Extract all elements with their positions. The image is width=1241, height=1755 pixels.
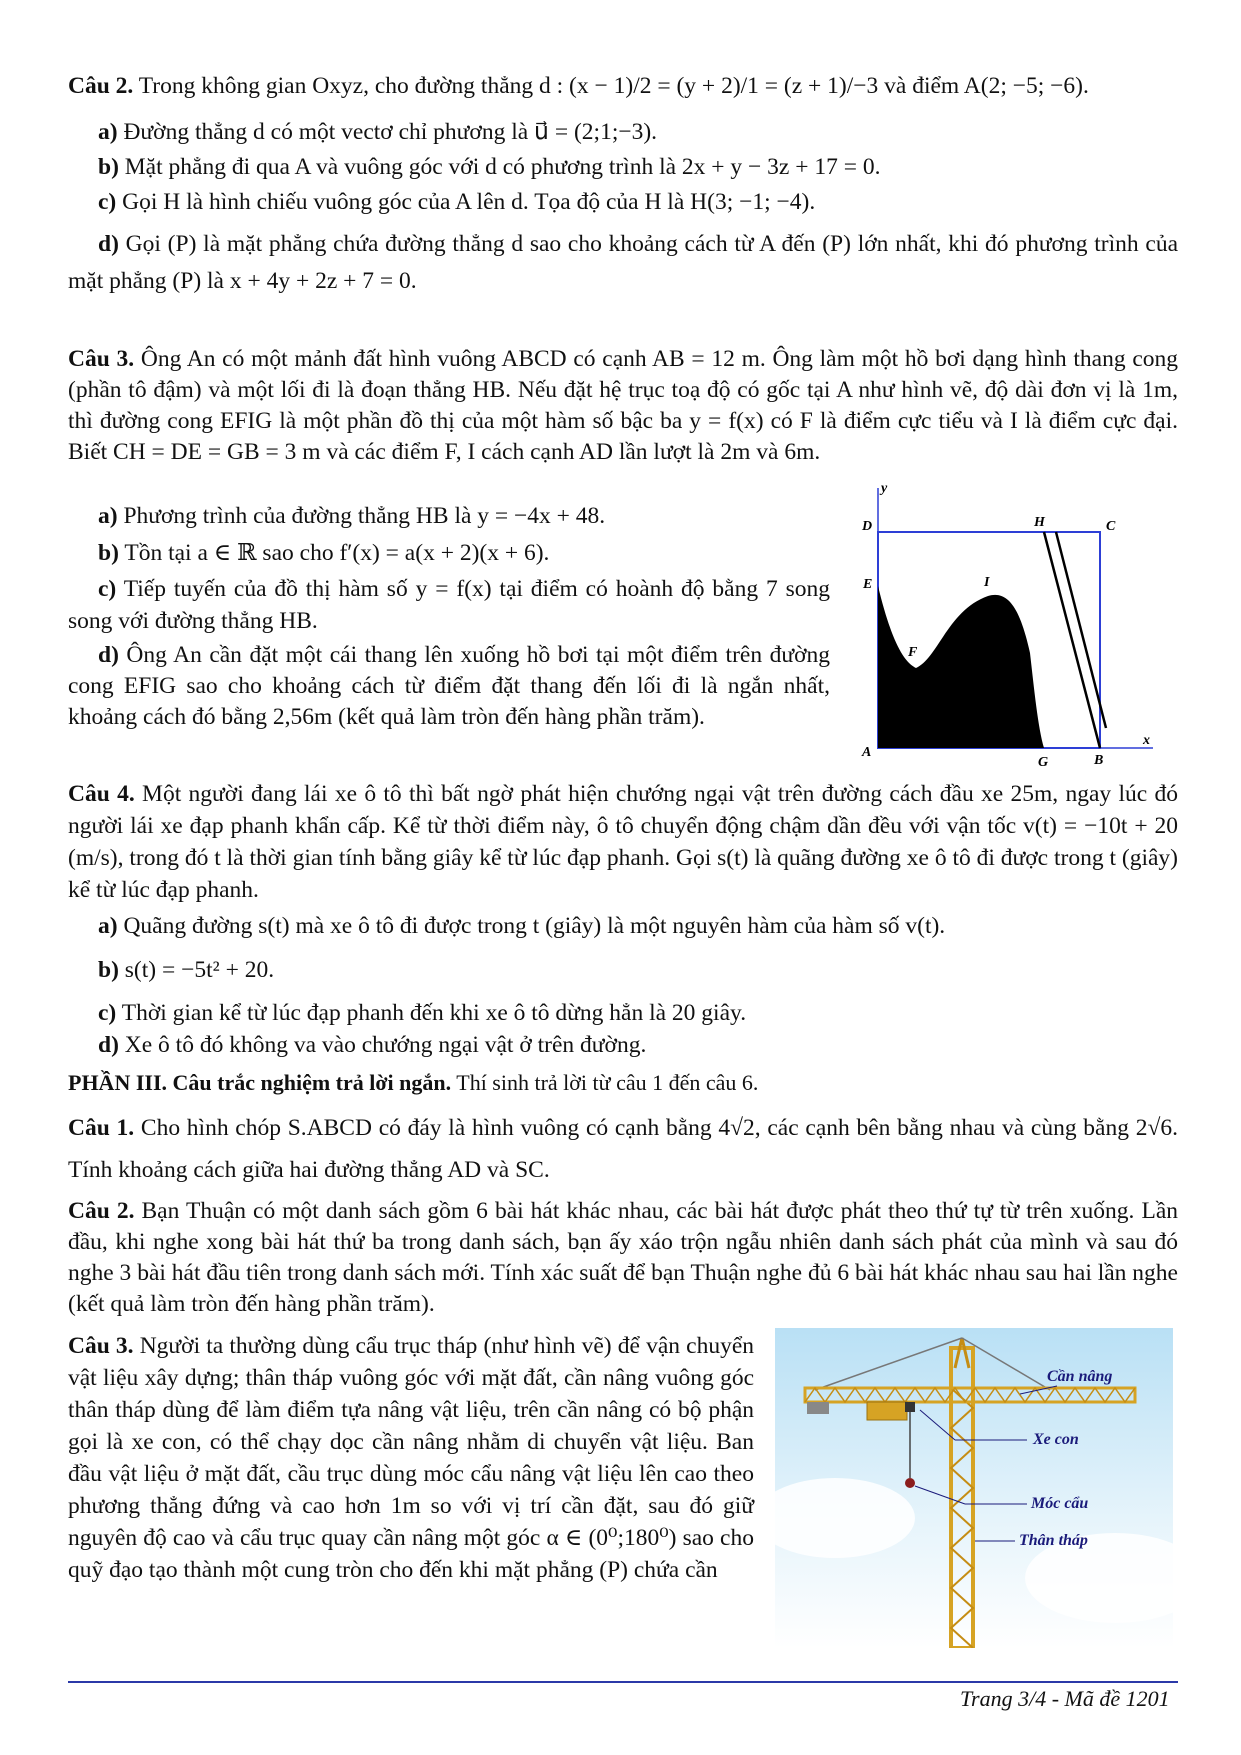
label-d: D	[862, 519, 873, 534]
path-hb-inner	[1056, 532, 1106, 728]
q4-a-label: a)	[98, 913, 118, 939]
counterweight	[807, 1402, 829, 1414]
p3q2-text: Bạn Thuận có một danh sách gồm 6 bài hát khác nhau, các bài hát được phát theo thứ tự từ trên xuống. Lần đầu, khi nghe xong bài hát thứ ba trong danh sách, bạn ấy xáo trộn ngẫu nhiên danh sách phát của mình và sau đó nghe 3 bài hát đầu tiên trong danh sách mới. Tính xác suất để bạn Thuận nghe đủ 6 bài hát khác nhau sau hai lần nghe (kết quả làm tròn đến hàng phần trăm).	[68, 1198, 1178, 1317]
q4-b	[98, 957, 274, 984]
q3-text: Ông An có một mảnh đất hình vuông ABCD có cạnh AB = 12 m. Ông làm một hồ bơi dạng hình thang cong (phần tô đậm) và một lối đi là đoạn thẳng HB. Nếu đặt hệ trục toạ độ có gốc tại A như hình vẽ, độ dài đơn vị là 1m, thì đường cong EFIG là một phần đồ thị của một hàm số bậc ba y = f(x) có F là điểm cực tiểu và I là điểm cực đại. Biết CH = DE = GB = 3 m và các điểm F, I cách cạnh AD lần lượt là 2m và 6m.	[68, 346, 1179, 465]
q3-c-label: c)	[98, 576, 117, 602]
part3-heading	[68, 1070, 758, 1096]
label-e: E	[863, 577, 873, 592]
q3-stem	[68, 344, 1178, 468]
q3-b-label: b)	[98, 540, 119, 566]
q2-d-label: d)	[98, 231, 119, 257]
boom-label: Cần nâng	[1047, 1368, 1113, 1385]
q4-c	[98, 1000, 746, 1027]
q2-d-text: Gọi (P) là mặt phẳng chứa đường thẳng d sao cho khoảng cách từ A đến (P) lớn nhất, khi đó phương trình của mặt phẳng (P) là x + 4y + 2z + 7 = 0.	[68, 231, 1178, 294]
label-x: x	[1143, 733, 1150, 748]
q3-b	[98, 538, 549, 567]
label-g: G	[1038, 755, 1049, 768]
q2-head: Câu 2.	[68, 73, 134, 99]
label-f: F	[908, 645, 918, 660]
q2-c	[98, 189, 815, 216]
q4-stem	[68, 778, 1178, 906]
q2-c-text: Gọi H là hình chiếu vuông góc của A lên d. Tọa độ của H là H(3; −1; −4).	[122, 189, 816, 215]
q3-a-label: a)	[98, 503, 118, 529]
q4-text: Một người đang lái xe ô tô thì bất ngờ phát hiện chướng ngại vật trên đường cách đầu xe 25m, ngay lúc đó người lái xe đạp phanh khẩn cấp. Kể từ thời điểm này, ô tô chuyển động chậm dần đều với vận tốc v(t) = −10t + 20 (m/s), trong đó t là thời gian tính bằng giây kể từ lúc đạp phanh. Gọi s(t) là quãng đường xe ô tô đi được trong t (giây) kể từ lúc đạp phanh.	[68, 781, 1178, 903]
q2-a-label: a)	[98, 119, 118, 145]
label-h: H	[1034, 515, 1045, 530]
label-c: C	[1106, 519, 1116, 534]
q4-b-label: b)	[98, 957, 119, 983]
part3-head: PHẦN III. Câu trắc nghiệm trả lời ngắn.	[68, 1070, 452, 1095]
q2-c-label: c)	[98, 189, 117, 215]
crane-image	[775, 1328, 1173, 1648]
p3q1-head: Câu 1.	[68, 1115, 135, 1141]
q3-a-text: Phương trình của đường thẳng HB là y = −4x + 48.	[123, 503, 606, 529]
q4-c-text: Thời gian kể từ lúc đạp phanh đến khi xe ô tô dừng hẳn là 20 giây.	[121, 1000, 747, 1026]
p3q3	[68, 1330, 754, 1586]
p3q2	[68, 1196, 1178, 1320]
q4-a-text: Quãng đường s(t) mà xe ô tô đi được trong t (giây) là một nguyên hàm của hàm số v(t).	[123, 913, 946, 939]
hook-icon	[905, 1478, 915, 1488]
label-b: B	[1094, 753, 1104, 768]
label-a: A	[862, 745, 872, 760]
q3-c-text: Tiếp tuyến của đồ thị hàm số y = f(x) tại điểm có hoành độ bằng 7 song song với đường thẳng HB.	[68, 576, 830, 634]
p3q1	[68, 1107, 1178, 1191]
part3-text: Thí sinh trả lời từ câu 1 đến câu 6.	[456, 1070, 759, 1095]
p3q2-head: Câu 2.	[68, 1198, 135, 1224]
q2-d	[68, 226, 1178, 300]
q3-d-label: d)	[98, 642, 119, 668]
operator-cab	[867, 1402, 907, 1420]
hook-label: Móc cẩu	[1031, 1495, 1089, 1512]
q4-b-text: s(t) = −5t² + 20.	[124, 957, 275, 983]
q3-a	[98, 503, 605, 530]
q2-b-text: Mặt phẳng đi qua A và vuông góc với d có phương trình là 2x + y − 3z + 17 = 0.	[124, 154, 881, 180]
label-i: I	[984, 575, 990, 590]
trolley-label: Xe con	[1033, 1431, 1079, 1448]
q4-c-label: c)	[98, 1000, 117, 1026]
q3-b-text: Tồn tại a ∈ ℝ sao cho f′(x) = a(x + 2)(x + 6).	[124, 540, 550, 566]
q2-b-label: b)	[98, 154, 119, 180]
p3q1-text: Cho hình chóp S.ABCD có đáy là hình vuông có cạnh bằng 4√2, các cạnh bên bằng nhau và cùng bằng 2√6. Tính khoảng cách giữa hai đường thẳng AD và SC.	[68, 1115, 1178, 1183]
q2-b	[98, 154, 880, 181]
q4-d-label: d)	[98, 1032, 119, 1058]
footer-rule	[68, 1681, 1178, 1683]
q2-a	[98, 117, 657, 146]
q4-d	[98, 1032, 646, 1059]
q3-d	[68, 640, 830, 733]
q4-head: Câu 4.	[68, 781, 135, 807]
q2-text: Trong không gian Oxyz, cho đường thẳng d : (x − 1)/2 = (y + 2)/1 = (z + 1)/−3 và điểm A(2; −5; −6).	[138, 73, 1089, 99]
path-hb	[1044, 532, 1100, 748]
q3-d-text: Ông An cần đặt một cái thang lên xuống hồ bơi tại một điểm trên đường cong EFIG sao cho khoảng cách từ điểm đặt thang đến lối đi là ngắn nhất, khoảng cách đó bằng 2,56m (kết quả làm tròn đến hàng phần trăm).	[68, 642, 831, 730]
label-y: y	[881, 481, 888, 496]
q4-a	[98, 913, 945, 940]
q2-stem	[68, 68, 1178, 104]
pool-figure	[848, 478, 1168, 768]
q2-a-text: Đường thẳng d có một vectơ chỉ phương là u⃗ = (2;1;−3).	[123, 119, 658, 145]
trolley-block	[905, 1402, 915, 1412]
q4-d-text: Xe ô tô đó không va vào chướng ngại vật ở trên đường.	[124, 1032, 647, 1058]
tower-label: Thân tháp	[1019, 1532, 1088, 1549]
footer-page: Trang 3/4 - Mã đề 1201	[960, 1686, 1170, 1711]
p3q3-text: Người ta thường dùng cẩu trục tháp (như hình vẽ) để vận chuyển vật liệu xây dựng; thân tháp vuông góc với mặt đất, cần nâng vuông góc thân tháp dùng để làm điểm tựa nâng vật liệu, trên cần nâng có bộ phận gọi là xe con, có thể chạy dọc cần nâng nhằm di chuyển vật liệu. Ban đầu vật liệu ở mặt đất, cầu trục dùng móc cẩu nâng vật liệu lên cao theo phương thẳng đứng và cao hơn 1m so với vị trí cần đặt, sau đó giữ nguyên độ cao và cẩu trục quay cần nâng một góc α ∈ (0⁰;180⁰) sao cho quỹ đạo tạo thành một cung tròn cho đến khi mặt phẳng (P) chứa cần	[68, 1333, 754, 1583]
q3-c	[68, 573, 830, 637]
q3-head: Câu 3.	[68, 346, 135, 372]
pool-region	[878, 586, 1044, 748]
p3q3-head: Câu 3.	[68, 1333, 134, 1359]
